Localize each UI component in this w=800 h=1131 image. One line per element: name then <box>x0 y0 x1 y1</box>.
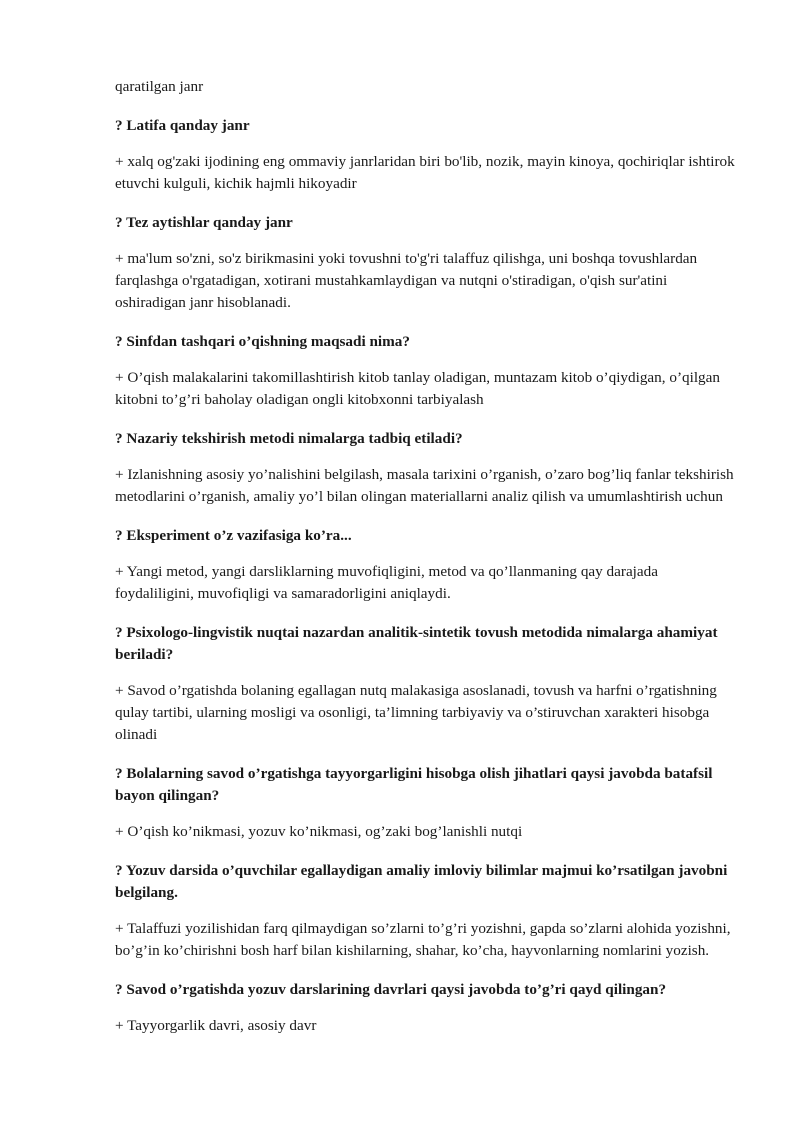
document-body <box>115 76 737 1054</box>
qa-item-1 <box>115 115 737 195</box>
question-text: ? Latifa qanday janr <box>115 117 250 134</box>
answer-text: + ma'lum so'zni, so'z birikmasini yoki tovushni to'g'ri talaffuz qilishga, uni boshqa tovushlardan farqlashga o'rgatadigan, xotirani mustahkamlaydigan va nutqni o'stiradigan, o'qish sur'atini oshiradigan janr hisoblanadi. <box>115 250 698 311</box>
qa-item-5 <box>115 525 737 605</box>
qa-item-8 <box>115 860 737 962</box>
qa-item-3 <box>115 331 737 411</box>
question-text: ? Bolalarning savod o’rgatishga tayyorgarligini hisobga olish jihatlari qaysi javobda batafsil bayon qilingan? <box>115 765 713 804</box>
question-text: ? Eksperiment o’z vazifasiga ko’ra... <box>115 527 352 544</box>
answer-text: + Yangi metod, yangi darsliklarning muvofiqligini, metod va qo’llanmaning qay darajada foydaliligini, muvofiqligi va samaradorligini aniqlaydi. <box>115 563 658 602</box>
answer-text: + Izlanishning asosiy yo’nalishini belgilash, masala tarixini o’rganish, o’zaro bog’liq fanlar tekshirish metodlarini o’rganish, amaliy yo’l bilan olingan materiallarni analiz qilish va umumlashtirish uchun <box>115 466 734 505</box>
qa-item-4 <box>115 428 737 508</box>
answer-text: + O’qish ko’nikmasi, yozuv ko’nikmasi, og’zaki bog’lanishli nutqi <box>115 823 523 840</box>
question-text: ? Tez aytishlar qanday janr <box>115 214 293 231</box>
answer-text: + xalq og'zaki ijodining eng ommaviy janrlaridan biri bo'lib, nozik, mayin kinoya, qochiriqlar ishtirok etuvchi kulguli, kichik hajmli hikoyadir <box>115 153 735 192</box>
answer-text: + Tayyorgarlik davri, asosiy davr <box>115 1017 317 1034</box>
question-text: ? Sinfdan tashqari o’qishning maqsadi nima? <box>115 333 410 350</box>
answer-text: + Talaffuzi yozilishidan farq qilmaydigan so’zlarni to’g’ri yozishni, gapda so’zlarni alohida yozishni, bo’g’in ko’chirishni bosh harf bilan kishilarning, shahar, ko’cha, hayvonlarning nomlarini yozish. <box>115 920 731 959</box>
answer-text: + O’qish malakalarini takomillashtirish kitob tanlay oladigan, muntazam kitob o’qiydigan, o’qilgan kitobni to’g’ri baholay oladigan ongli kitobxonni tarbiyalash <box>115 369 720 408</box>
answer-text: + Savod o’rgatishda bolaning egallagan nutq malakasiga asoslanadi, tovush va harfni o’rgatishning qulay tartibi, ularning mosligi va osonligi, ta’limning tarbiyaviy va o’stiruvchan xarakteri hisobga olinadi <box>115 682 717 743</box>
qa-item-7 <box>115 763 737 843</box>
qa-item-2 <box>115 212 737 314</box>
lead-text: qaratilgan janr <box>115 78 204 95</box>
qa-item-9 <box>115 979 737 1037</box>
question-text: ? Yozuv darsida o’quvchilar egallaydigan amaliy imloviy bilimlar majmui ko’rsatilgan javobni belgilang. <box>115 862 728 901</box>
question-text: ? Savod o’rgatishda yozuv darslarining davrlari qaysi javobda to’g’ri qayd qilingan? <box>115 981 667 998</box>
question-text: ? Nazariy tekshirish metodi nimalarga tadbiq etiladi? <box>115 430 463 447</box>
question-text: ? Psixologo-lingvistik nuqtai nazardan analitik-sintetik tovush metodida nimalarga ahamiyat beriladi? <box>115 624 718 663</box>
qa-item-6 <box>115 622 737 746</box>
